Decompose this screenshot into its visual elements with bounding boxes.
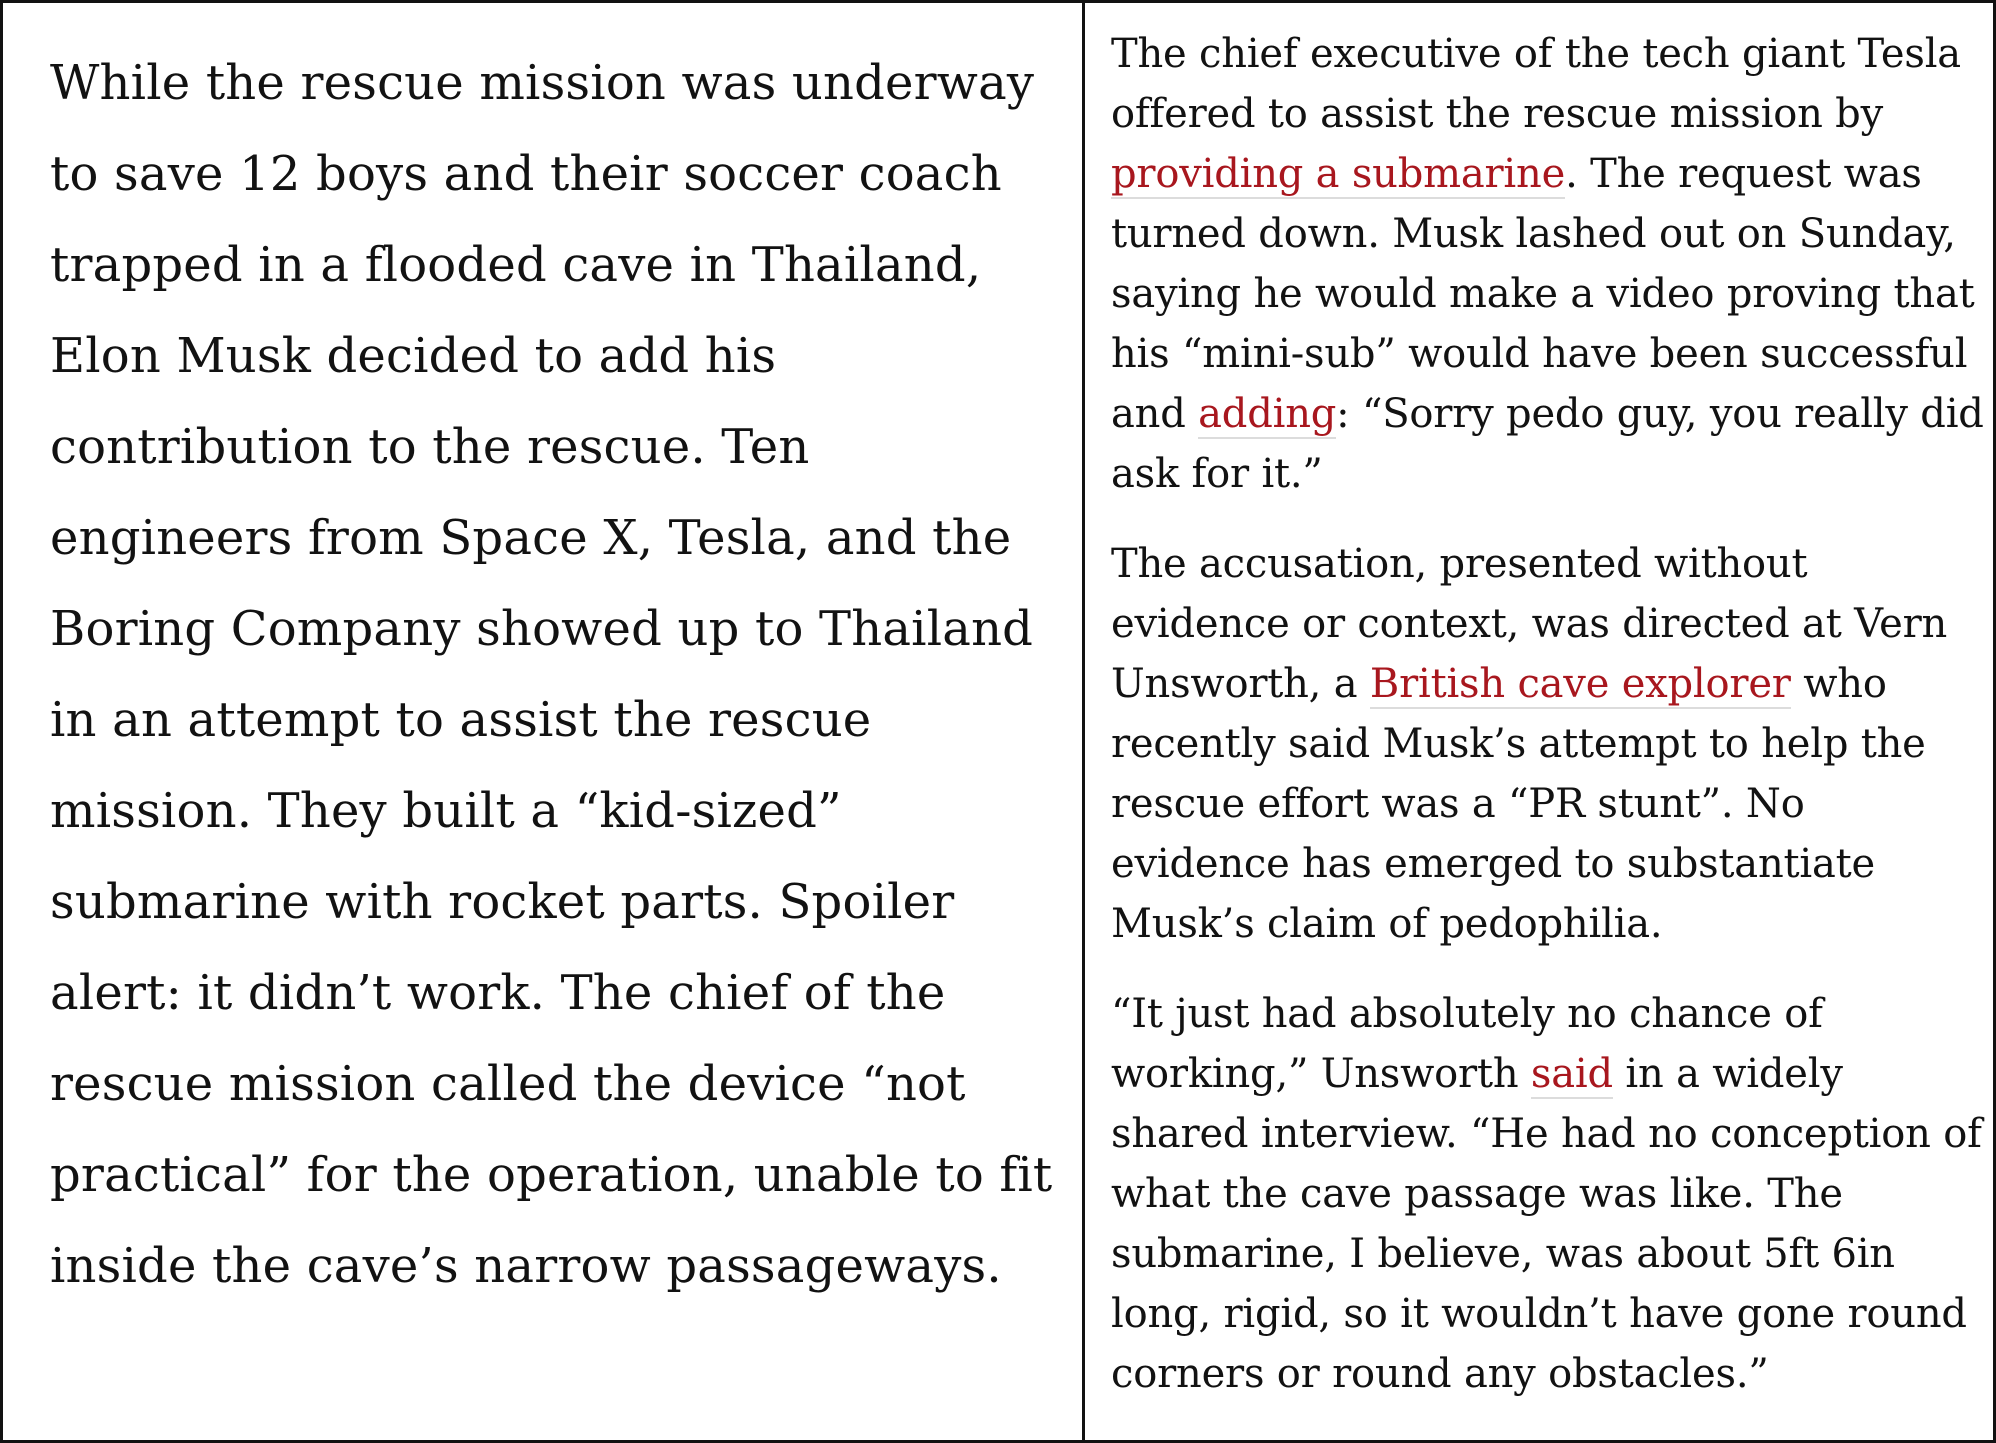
article-paragraph-3 [1111,984,1991,1404]
right-column [1111,24,1991,1434]
paragraph-text: who recently said Musk’s attempt to help the rescue effort was a “PR stunt”. No evidence has emerged to substantiate Musk’s claim of pedophilia. [1111,661,1926,947]
paragraph-text: “It just had absolutely no chance of working,” Unsworth [1111,991,1823,1097]
link-adding[interactable]: adding [1198,391,1337,437]
link-said[interactable]: said [1530,1051,1613,1097]
article-paragraph-1 [1111,24,1991,504]
paragraph-text: in a widely shared interview. “He had no conception of what the cave passage was like. The submarine, I believe, was about 5ft 6in long, rigid, so it wouldn’t have gone round corners or round any obstacles.” [1111,1051,1982,1397]
paragraph-text: . The request was turned down. Musk lashed out on Sunday, saying he would make a video proving that his “mini-sub” would have been successful and [1111,151,1975,437]
left-paragraph: While the rescue mission was underway to save 12 boys and their soccer coach trapped in a flooded cave in Thailand, Elon Musk decided to add his contribution to the rescue. Ten engineers from Space X, Tesla, and the Boring Company showed up to Thailand in an attempt to assist the rescue mission. They built a “kid-sized” submarine with rocket parts. Spoiler alert: it didn’t work. The chief of the rescue mission called the device “not practical” for the operation, unable to fit inside the cave’s narrow passageways. [50,55,1053,1294]
paragraph-text: The chief executive of the tech giant Tesla offered to assist the rescue mission by [1111,31,1961,137]
paragraph-text: : “Sorry pedo guy, you really did ask for it.” [1111,391,1984,497]
article-paragraph-2 [1111,534,1991,954]
paragraph-text: The accusation, presented without evidence or context, was directed at Vern Unsworth, a [1111,541,1948,707]
link-providing-a-submarine[interactable]: providing a submarine [1111,151,1566,197]
left-column [50,38,1060,1312]
link-british-cave-explorer[interactable]: British cave explorer [1369,661,1791,707]
column-divider [1082,0,1085,1443]
